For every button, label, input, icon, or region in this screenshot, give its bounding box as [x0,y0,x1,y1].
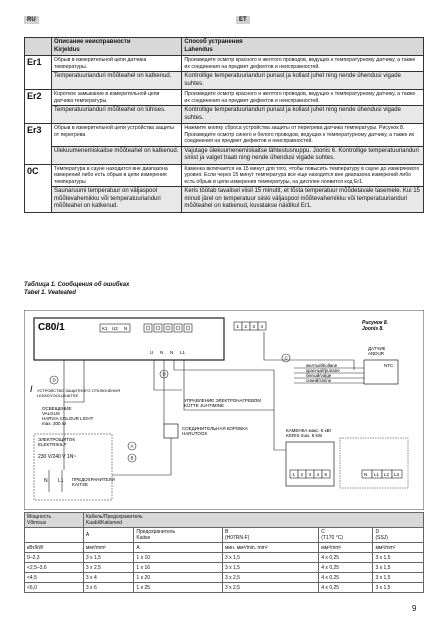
fault-description-ru: Обрыв в измерительной цепи датчика температуры. [52,56,182,72]
fuses-label-ru: ПРЕДОХРАНИТЕЛИ [72,477,115,482]
specs-text: Võimsus [27,520,47,526]
fault-code: Er3 [25,124,52,165]
specs-data-row [25,573,424,583]
marker-a-label: A [130,443,134,449]
fault-description-ru: Температура в сауне находится вне диапазона измерений либо есть обрыв в цепи измерения температуры [52,164,182,187]
specs-cell [25,563,84,573]
specs-text: <6,0 [27,584,37,591]
specs-text: A [85,532,90,538]
specs-cell [25,573,84,583]
specs-data-row [25,563,424,573]
rcd-label-ru: УСТРОЙСТВО ЗАЩИТНОГО ОТКЛЮЧЕНИЯ [37,388,120,393]
figure-label-ru: Рисунок 8. [362,320,389,326]
heater-box [286,442,334,486]
switchboard-label-et: ELEKTRIKILP [38,442,67,447]
fault-description-et: Temperatuurianduri mõõteahel on lühises. [52,106,182,124]
heater-power-terminal-label: L3 [394,472,400,477]
wire-label: желтый/kollane [306,363,338,369]
specs-cell [222,573,318,583]
fault-description-ru: Короткое замыкание в измерительной цепи датчика температуры. [52,90,182,106]
fault-solution-ru: Нажмите кнопку сброса устройства защиты от перегрева датчика температуры. Рисунок 8. Произведите осмотр синего и белого проводов, ведущих к температурному датчику, а также их соединения на предмет дефектов и неисправностей. [182,124,424,147]
specs-cell [134,573,223,583]
sensor-terminal-label: 1 [236,324,240,329]
ntc-label: NTC [384,363,394,368]
specs-cell [222,543,318,553]
specs-cell [319,553,373,563]
specs-text: A [136,544,140,551]
specs-cell [222,563,318,573]
specs-cell [373,528,424,543]
specs-cell [83,573,134,583]
heater-terminal-label: 3 [308,472,312,477]
heater-terminals [290,470,330,478]
heater-control-et: KÜTTE JUHTIMINE [184,403,224,408]
fault-solution-et: Vajutage ülekuumenemiskaitse lähtestusnuppu. Joonis 6. Kontrollige temperatuurianduri sinist ja valget traati ning nende ühendusi vigade suhtes. [182,146,424,164]
specs-cell [373,573,424,583]
specs-cell [134,528,223,543]
junction-box [164,424,178,438]
specs-text: (H07RN-F) [224,535,250,541]
specs-cell [83,583,134,593]
sensor-terminal-label: 3 [252,324,256,329]
u2-label: U2 [112,326,118,331]
light-label-et: VALGUS [42,411,60,416]
wiring-diagram [24,310,424,510]
specs-text: мин. мм²/min. mm² [224,544,268,551]
heater-terminal-label: 2 [300,472,304,477]
terminal-n1: N [160,350,164,355]
light-label-max: max. 300 W [42,421,67,426]
specs-cell [222,583,318,593]
fault-code: 0C [25,164,52,212]
fault-code: Er2 [25,90,52,124]
specs-text: 3 x 1,5 [85,554,101,561]
specs-text: Мощность [27,514,52,520]
specs-cell [373,563,424,573]
fault-solution-et: Kontrollige temperatuurianduri punast ja kollast juhet ning nende ühendusi vigade suhtes. [182,106,424,124]
specs-cell [25,553,84,563]
wire-label: синий/sinine [306,378,332,384]
fault-table-header [25,38,424,56]
specs-cell [25,513,84,528]
specs-text: <2,5–3,6 [27,564,47,571]
fault-row-ru [25,164,424,187]
table-caption-ru: Таблица 1. Сообщения об ошибках [24,282,130,288]
terminal-u: U [150,350,154,355]
specs-cell [25,528,84,543]
specs-text: мм²/mm² [321,544,342,551]
header-solution: Способ устранения Lahendus [182,38,424,56]
specs-cell [83,543,134,553]
specs-text: Kaitse [136,535,151,541]
main-terminals [150,350,186,355]
rcd-symbol: I [30,384,33,394]
specs-text: 3 x 1,5 [375,574,391,581]
wire-label: белый/valge [306,373,332,379]
page-number: 9 [412,604,417,613]
specs-cell [319,563,373,573]
specs-cell [373,543,424,553]
junction-label-ru: СОЕДИНИТЕЛЬНАЯ КОРОБКА [182,426,248,431]
fault-row-et [25,72,424,90]
specs-cell [319,573,373,583]
fault-row-et [25,106,424,124]
heater-power-terminal-label: L2 [384,472,390,477]
heater-control-ru: УПРАВЛЕНИЕ ЭЛЕКТРОНАГРЕВОМ [184,398,262,403]
specs-cell [25,583,84,593]
terminal-n2: N [170,350,174,355]
specs-text: C [321,529,325,535]
table-caption-et: Tabel 1. Veateated [24,290,76,296]
fault-row-et [25,187,424,213]
specs-text: кВт/kW [27,544,44,551]
marker-b-label: B [130,455,134,461]
specs-text: 3 x 2,5 [224,574,240,581]
specs-text: Кабель/Предохранитель [85,514,143,520]
language-tag-et: ET [236,16,250,24]
specs-cell [222,553,318,563]
n-label: N [124,326,128,331]
heater-terminal-label: 5 [324,472,328,477]
specs-text: 1 x 25 [136,584,151,591]
fault-description-ru: Обрыв в измерительной цепи устройства защиты от перегрева [52,124,182,147]
light-label-ru: ОСВЕЩЕНИЕ [42,406,72,411]
fault-row-ru [25,124,424,147]
heater-power-box [340,438,408,488]
specs-cell [319,528,373,543]
heater-terminal-label: 4 [316,472,320,477]
sensor-terminal-label: 2 [244,324,248,329]
wire-label: красный/punane [306,368,340,374]
specs-units-row [25,543,424,553]
supply-terminal-l1: L1 [58,478,64,484]
specs-text: 4 x 0,25 [321,554,340,561]
model-label: C80/1 [38,322,65,333]
figure-label-et: Joonis 8. [362,326,384,332]
specs-text: мм²/mm² [85,544,106,551]
specs-data-row [25,553,424,563]
fuses-label-et: KAITSE [72,482,89,487]
specs-text: <4,5 [27,574,37,581]
fault-solution-et: Kontrollige temperatuurianduri punast ja kollast juhet ning nende ühendusi vigade suhtes. [182,72,424,90]
junction-label-et: HARUTOOS [182,431,208,436]
relay-terminals [144,324,192,332]
fault-row-ru [25,90,424,106]
specs-cell [319,543,373,553]
language-tag-ru: RU [24,16,39,24]
specs-text: (T170 °C) [321,535,343,541]
specs-cell [83,528,134,543]
specs-cell [134,553,223,563]
sensor-wires [294,362,364,383]
relay-terminal [164,324,172,332]
specs-cell [222,528,318,543]
specs-text: 3 x 2,5 [85,564,101,571]
relay-terminal [154,324,162,332]
fault-row-et [25,146,424,164]
relay-terminal [174,324,182,332]
specs-text: 3 x 1,5 [224,554,240,561]
fault-solution-ru: Каменка включается на 15 минут для того, чтобы повысить температуру в сауне до измеряемого уровня. Если через 15 минут температура все еще находится вне диапазона измерений либо есть обрыв в цепи измерения температуры, на дисплее появится код Er1. [182,164,424,187]
fault-description-et: Ülekuumenemiskaitse mõõteahel on katkenud. [52,146,182,164]
cable-specs-table [24,512,424,593]
specs-cell [319,583,373,593]
fault-description-et: Saunaruumi temperatuur on väljaspool mõõtevahemikku või temperatuurianduri mõõteahel on katkenud. [52,187,182,213]
marker-d-mid-label: D [162,371,166,377]
wiring-lines [49,332,354,492]
fault-solution-ru: Произведите осмотр красного и желтого проводов, ведущих к температурному датчику, а также их соединения на предмет дефектов и неисправностей. [182,90,424,106]
terminal-l1: L1 [180,350,186,355]
header-description: Описание неисправности Kirjeldus [52,38,182,56]
marker-d-left-label: D [52,377,56,383]
specs-text: 1 x 16 [136,564,151,571]
heater-power-terminal-label: N [364,472,368,477]
fault-solution-et: Keris töötab tavalisel viisil 15 minutit, et tõsta temperatuur mõõdetavale tasemele. Kui 15 minuti järel on temperatuur siiski väljaspool mõõtevahemikku või temperatuurianduri mõõteahel on katkenud, kuvatakse näidikul Er1. [182,187,424,213]
specs-text: 3 x 1,5 [375,584,391,591]
specs-cell [134,543,223,553]
supply-terminal-n: N [44,478,48,484]
specs-cell [134,583,223,593]
specs-text: 4 x 0,25 [321,574,340,581]
fault-table [24,37,424,213]
k-terminals [100,324,130,332]
specs-cell [25,543,84,553]
light-label-model: HARVIA COLOUR LIGHT [42,416,94,421]
switchboard-label-ru: ЭЛЕКТРОЩИТОК [38,437,75,442]
specs-text: 4 x 0,25 [321,564,340,571]
specs-text: 3 x 4 [85,574,97,581]
specs-text: (SSJ) [375,535,388,541]
sensor-title-ru: ДАТЧИК [368,346,386,351]
sensor-terminal-label: 4 [260,324,264,329]
specs-cell [83,553,134,563]
specs-cell [373,553,424,563]
specs-text: Kaabli/Kaitsmed [85,520,123,526]
fault-row-ru [25,56,424,72]
rcd-label-et: LEKKEVOOLUKAITSE [37,393,79,398]
specs-header-row [25,513,424,528]
heater-label-ru: КАМЕНКА макс. 6 кВт [286,428,332,433]
specs-data-row [25,583,424,593]
marker-c-label: C [284,355,288,361]
specs-text: 1 x 10 [136,554,151,561]
specs-text: 4 x 0,25 [321,584,340,591]
heater-label-et: KERIS max. 6 kW [286,433,323,438]
k1-label: K1 [102,326,108,331]
specs-text: 3 x 2,5 [224,584,240,591]
specs-text: 3 x 6 [85,584,97,591]
supply-label: 230 V/240 V 1N~ [38,454,77,460]
heater-terminal-label: 1 [292,472,296,477]
specs-subheader-row [25,528,424,543]
specs-cell [83,513,423,528]
specs-text: 1 x 20 [136,574,151,581]
fault-description-et: Temperatuurianduri mõõteahel on katkenud. [52,72,182,90]
sensor-title-et: ANDUR [368,351,385,356]
heater-power-terminal-label: L1 [374,472,380,477]
specs-cell [134,563,223,573]
sensor-terminal-block [234,322,266,330]
specs-text: Предохранитель [136,529,176,535]
specs-text: D [375,529,380,535]
specs-text: мм²/mm² [375,544,396,551]
specs-text: 0–2,3 [27,554,40,561]
relay-terminal [184,324,192,332]
heater-power-terminals [362,470,402,478]
header-spacer [25,38,52,56]
specs-text: 3 x 1,5 [375,564,391,571]
specs-cell [373,583,424,593]
relay-terminal [144,324,152,332]
specs-cell [83,563,134,573]
specs-text: 3 x 1,5 [375,554,391,561]
fault-code: Er1 [25,56,52,90]
specs-text: B [224,529,229,535]
fault-solution-ru: Произведите осмотр красного и желтого проводов, ведущих к температурному датчику, а также их соединения на предмет дефектов и неисправностей. [182,56,424,72]
specs-text: 3 x 1,5 [224,564,240,571]
